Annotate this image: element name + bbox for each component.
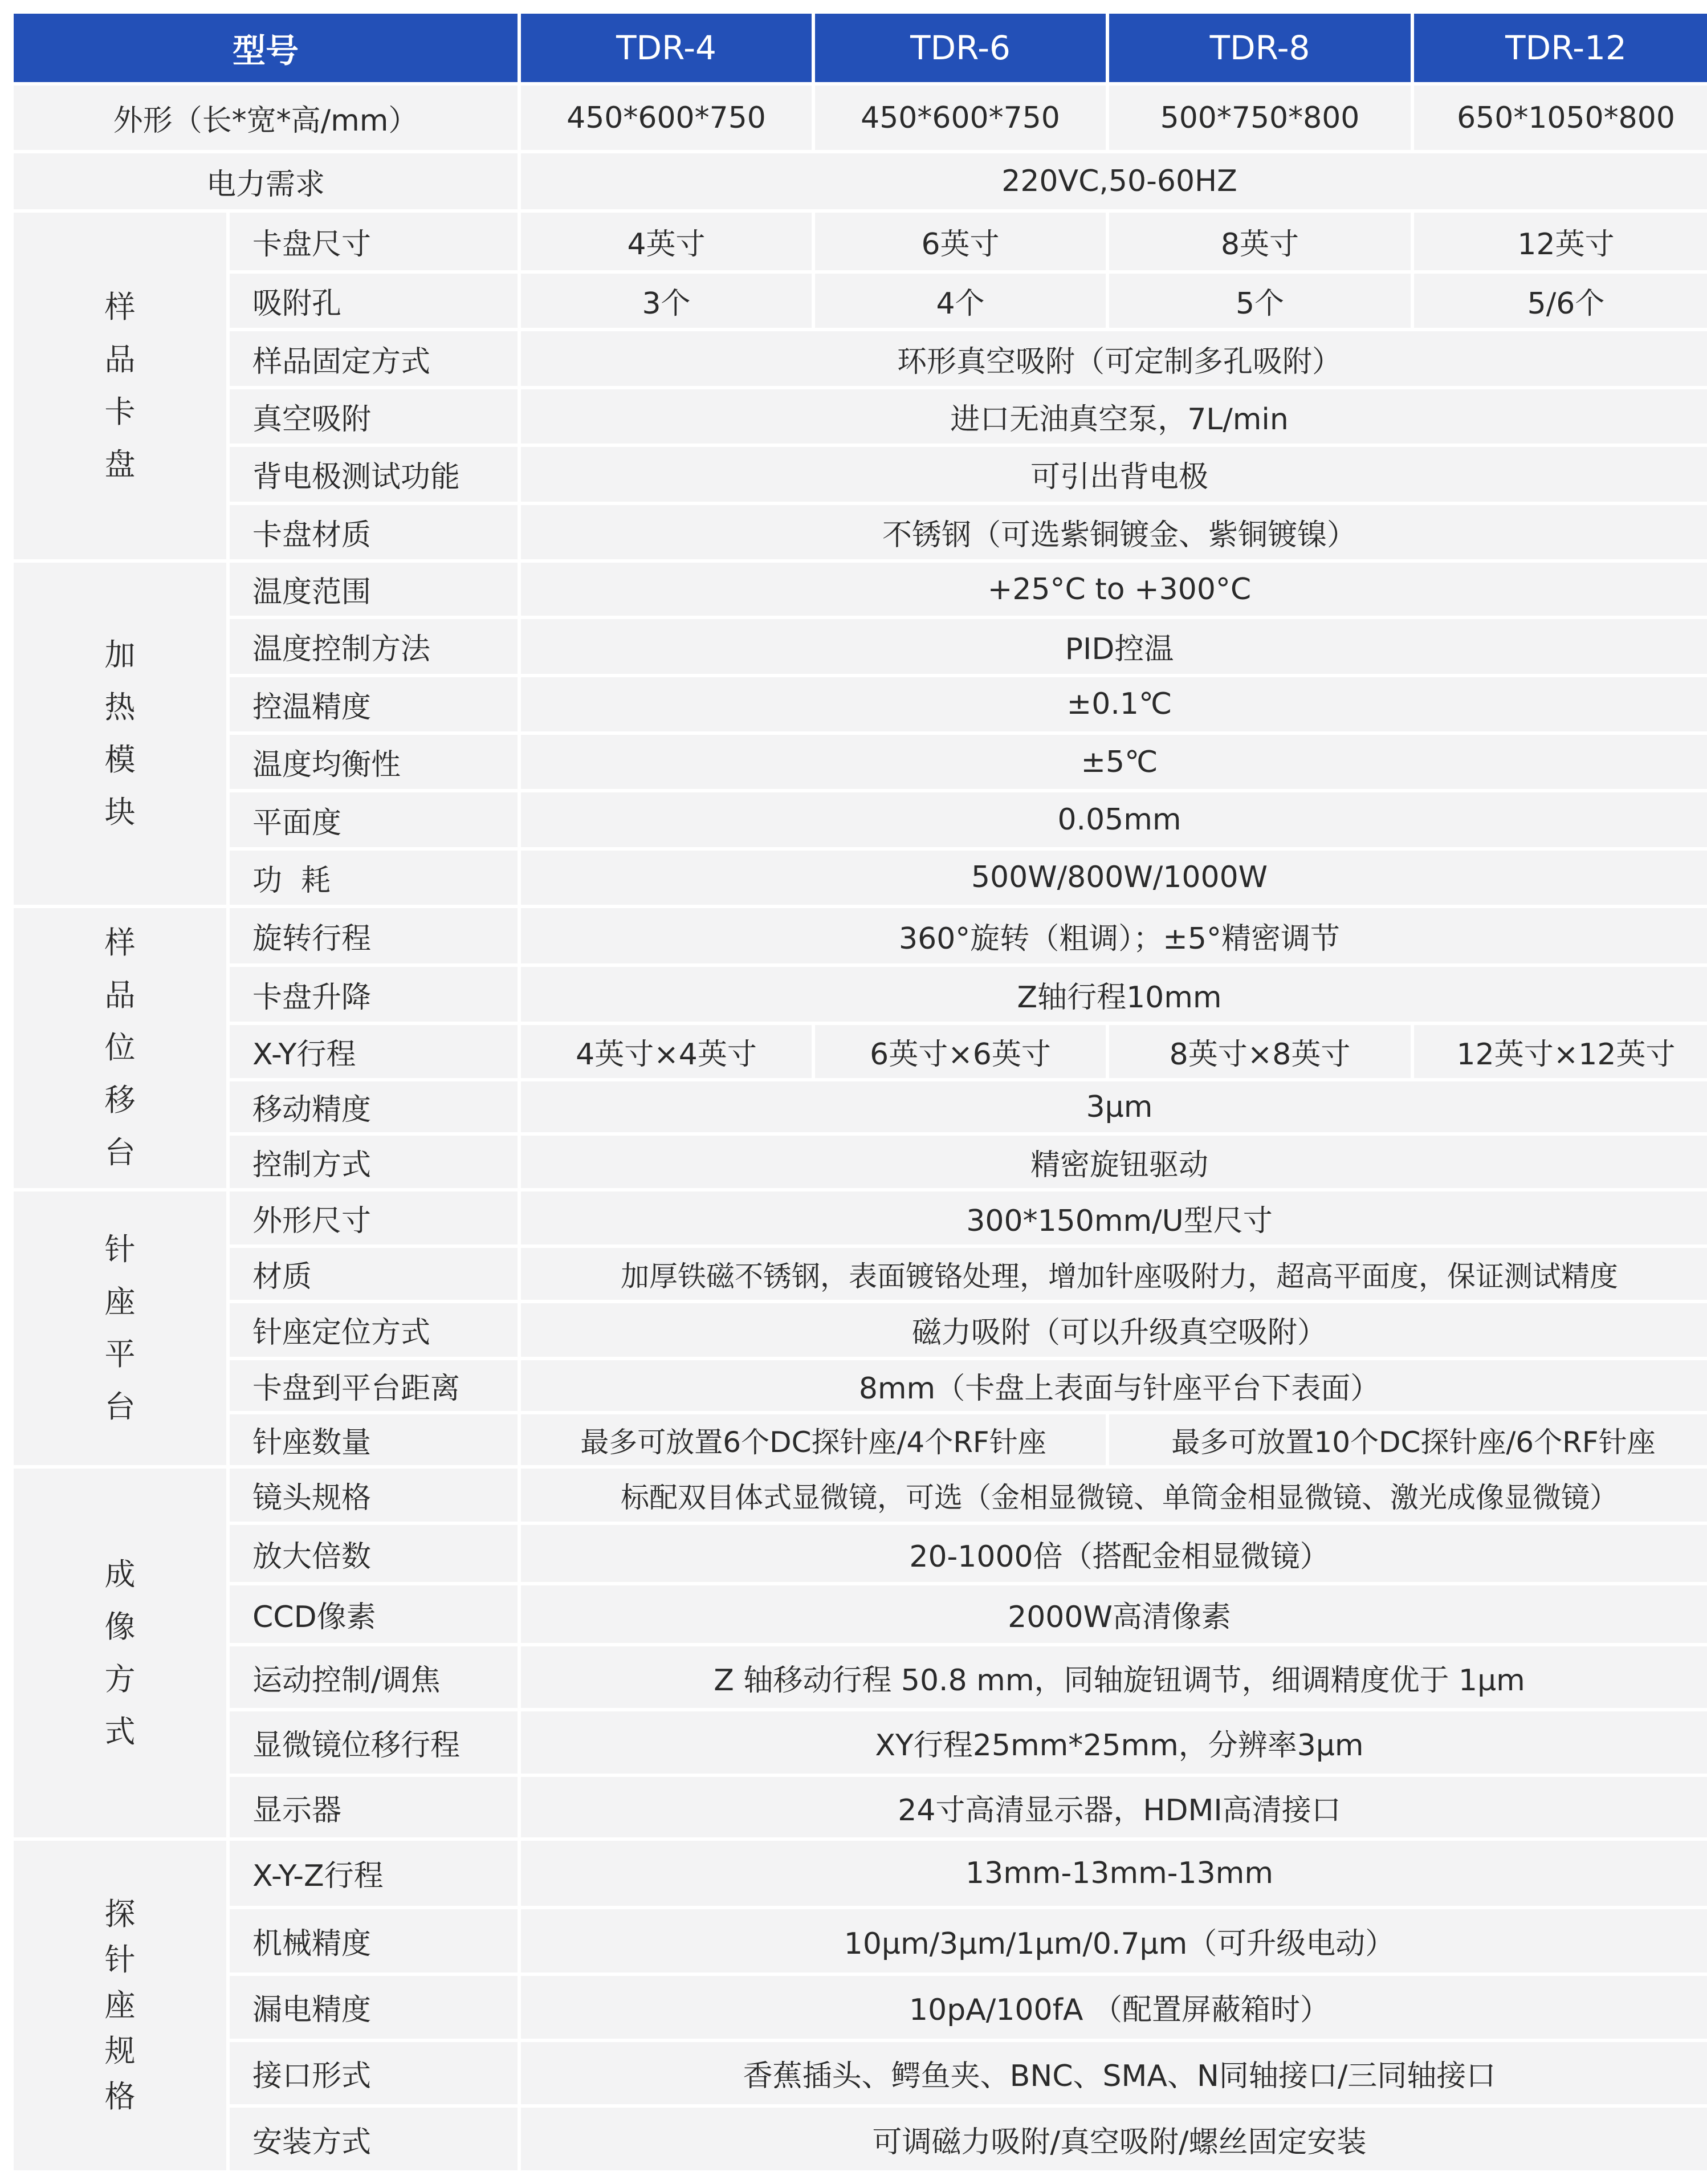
cell-value: 不锈钢（可选紫铜镀金、紫铜镀镍） <box>521 505 1707 559</box>
row-label: X-Y行程 <box>230 1025 518 1078</box>
row-xy-travel <box>14 1025 1707 1078</box>
row-platform-size <box>14 1191 1707 1244</box>
cell-value: 220VC,50-60HZ <box>521 153 1707 209</box>
row-label: 运动控制/调焦 <box>230 1646 518 1708</box>
row-xyz-travel <box>14 1841 1707 1906</box>
row-power-consumption <box>14 851 1707 905</box>
row-leakage-accuracy <box>14 1976 1707 2039</box>
model-tdr-4: TDR-4 <box>521 14 812 82</box>
row-probe-count <box>14 1414 1707 1465</box>
row-temp-accuracy <box>14 677 1707 731</box>
spec-table-container <box>10 10 1697 2174</box>
group-char: 平 <box>104 1336 136 1372</box>
row-mechanical-accuracy <box>14 1909 1707 1973</box>
row-label: 平面度 <box>230 792 518 847</box>
cell-value: 3μm <box>521 1081 1707 1132</box>
row-sample-fixing <box>14 331 1707 385</box>
row-label: 机械精度 <box>230 1909 518 1973</box>
row-back-electrode <box>14 447 1707 501</box>
row-microscope-travel <box>14 1711 1707 1774</box>
group-label-heating <box>14 563 226 905</box>
cell-value: XY行程25mm*25mm，分辨率3μm <box>521 1711 1707 1774</box>
cell-value: 5/6个 <box>1414 274 1707 328</box>
cell-value: 4个 <box>815 274 1106 328</box>
row-dimensions <box>14 86 1707 151</box>
row-label: 漏电精度 <box>230 1976 518 2039</box>
cell-value: 标配双目体式显微镜，可选（金相显微镜、单筒金相显微镜、激光成像显微镜） <box>521 1469 1707 1522</box>
row-label: 功 耗 <box>230 851 518 905</box>
row-chuck-material <box>14 505 1707 559</box>
row-installation <box>14 2108 1707 2170</box>
cell-value: 650*1050*800 <box>1414 86 1707 151</box>
group-char: 热 <box>104 689 136 725</box>
row-focus-control <box>14 1646 1707 1708</box>
cell-value: 300*150mm/U型尺寸 <box>521 1191 1707 1244</box>
row-chuck-distance <box>14 1360 1707 1411</box>
cell-value: 8mm（卡盘上表面与针座平台下表面） <box>521 1360 1707 1411</box>
cell-value: +25°C to +300°C <box>521 563 1707 616</box>
cell-value: 10μm/3μm/1μm/0.7μm（可升级电动） <box>521 1909 1707 1973</box>
row-label: 卡盘尺寸 <box>230 213 518 270</box>
cell-value: 进口无油真空泵，7L/min <box>521 389 1707 444</box>
cell-value: 450*600*750 <box>815 86 1106 151</box>
group-label-sample-stage <box>14 908 226 1188</box>
cell-value: 4英寸 <box>521 213 812 270</box>
row-temp-control <box>14 619 1707 673</box>
group-label-probe-platform <box>14 1191 226 1465</box>
cell-value: 6英寸×6英寸 <box>815 1025 1106 1078</box>
group-char: 针 <box>104 1941 136 1978</box>
group-char: 卡 <box>104 393 136 430</box>
row-label: 控温精度 <box>230 677 518 731</box>
row-magnification <box>14 1525 1707 1581</box>
row-platform-material <box>14 1248 1707 1300</box>
group-char: 盘 <box>104 446 136 482</box>
cell-value: 精密旋钮驱动 <box>521 1136 1707 1187</box>
row-label: 卡盘到平台距离 <box>230 1360 518 1411</box>
row-label: 吸附孔 <box>230 274 518 328</box>
row-suction-holes <box>14 274 1707 328</box>
cell-value: 24寸高清显示器，HDMI高清接口 <box>521 1777 1707 1837</box>
group-char: 规 <box>104 2032 136 2069</box>
group-char: 加 <box>104 636 136 673</box>
group-label-sample-chuck <box>14 213 226 559</box>
group-char: 模 <box>104 741 136 778</box>
row-label: 温度控制方法 <box>230 619 518 673</box>
group-char: 位 <box>104 1030 136 1066</box>
row-label: X-Y-Z行程 <box>230 1841 518 1906</box>
group-char: 成 <box>104 1556 136 1592</box>
row-label: 移动精度 <box>230 1081 518 1132</box>
row-label: CCD像素 <box>230 1585 518 1643</box>
row-label: 安装方式 <box>230 2108 518 2170</box>
model-tdr-8: TDR-8 <box>1109 14 1411 82</box>
row-label: 卡盘材质 <box>230 505 518 559</box>
cell-value: PID控温 <box>521 619 1707 673</box>
row-display <box>14 1777 1707 1837</box>
group-char: 样 <box>104 288 136 325</box>
row-label: 放大倍数 <box>230 1525 518 1581</box>
group-char: 座 <box>104 1987 136 2023</box>
group-char: 格 <box>104 2078 136 2114</box>
row-label: 针座数量 <box>230 1414 518 1465</box>
model-tdr-12: TDR-12 <box>1414 14 1707 82</box>
cell-value: 加厚铁磁不锈钢，表面镀铬处理，增加针座吸附力，超高平面度，保证测试精度 <box>521 1248 1707 1300</box>
group-char: 移 <box>104 1082 136 1119</box>
row-label: 外形尺寸 <box>230 1191 518 1244</box>
group-char: 针 <box>104 1231 136 1267</box>
cell-value: 8英寸 <box>1109 213 1411 270</box>
group-char: 像 <box>104 1608 136 1645</box>
row-ccd <box>14 1585 1707 1643</box>
row-probe-positioning <box>14 1303 1707 1356</box>
cell-value: 13mm-13mm-13mm <box>521 1841 1707 1906</box>
cell-value: 500W/800W/1000W <box>521 851 1707 905</box>
row-label: 显示器 <box>230 1777 518 1837</box>
cell-value: 香蕉插头、鳄鱼夹、BNC、SMA、N同轴接口/三同轴接口 <box>521 2042 1707 2105</box>
group-char: 台 <box>104 1388 136 1425</box>
cell-value: 最多可放置10个DC探针座/6个RF针座 <box>1109 1414 1707 1465</box>
group-char: 式 <box>104 1713 136 1750</box>
cell-value: Z 轴移动行程 50.8 mm，同轴旋钮调节，细调精度优于 1μm <box>521 1646 1707 1708</box>
row-label: 材质 <box>230 1248 518 1300</box>
row-power <box>14 153 1707 209</box>
cell-value: 12英寸 <box>1414 213 1707 270</box>
row-label: 外形（长*宽*高/mm） <box>14 86 518 151</box>
cell-value: 可引出背电极 <box>521 447 1707 501</box>
cell-value: 环形真空吸附（可定制多孔吸附） <box>521 331 1707 385</box>
cell-value: 8英寸×8英寸 <box>1109 1025 1411 1078</box>
group-label-probe-spec <box>14 1841 226 2170</box>
header-row <box>14 14 1707 82</box>
cell-value: 磁力吸附（可以升级真空吸附） <box>521 1303 1707 1356</box>
row-move-accuracy <box>14 1081 1707 1132</box>
group-label-imaging <box>14 1469 226 1837</box>
model-header: 型号 <box>14 14 518 82</box>
row-chuck-lift <box>14 967 1707 1021</box>
cell-value: 0.05mm <box>521 792 1707 847</box>
cell-value: 3个 <box>521 274 812 328</box>
row-label: 背电极测试功能 <box>230 447 518 501</box>
group-char: 探 <box>104 1896 136 1932</box>
group-char: 台 <box>104 1134 136 1171</box>
group-char: 座 <box>104 1283 136 1320</box>
group-char: 品 <box>104 977 136 1014</box>
row-chuck-size <box>14 213 1707 270</box>
row-label: 控制方式 <box>230 1136 518 1187</box>
row-label: 镜头规格 <box>230 1469 518 1522</box>
cell-value: 500*750*800 <box>1109 86 1411 151</box>
cell-value: 6英寸 <box>815 213 1106 270</box>
cell-value: 可调磁力吸附/真空吸附/螺丝固定安装 <box>521 2108 1707 2170</box>
cell-value: 360°旋转（粗调）；±5°精密调节 <box>521 908 1707 963</box>
row-flatness <box>14 792 1707 847</box>
cell-value: 5个 <box>1109 274 1411 328</box>
row-temp-range <box>14 563 1707 616</box>
row-label: 卡盘升降 <box>230 967 518 1021</box>
row-label: 温度范围 <box>230 563 518 616</box>
row-label: 电力需求 <box>14 153 518 209</box>
model-tdr-6: TDR-6 <box>815 14 1106 82</box>
row-rotation <box>14 908 1707 963</box>
row-label: 真空吸附 <box>230 389 518 444</box>
cell-value: Z轴行程10mm <box>521 967 1707 1021</box>
row-temp-uniformity <box>14 735 1707 789</box>
row-label: 接口形式 <box>230 2042 518 2105</box>
cell-value: 450*600*750 <box>521 86 812 151</box>
cell-value: 2000W高清像素 <box>521 1585 1707 1643</box>
row-lens-spec <box>14 1469 1707 1522</box>
cell-value: 10pA/100fA （配置屏蔽箱时） <box>521 1976 1707 2039</box>
cell-value: ±0.1℃ <box>521 677 1707 731</box>
group-char: 方 <box>104 1661 136 1697</box>
row-control-method <box>14 1136 1707 1187</box>
row-label: 温度均衡性 <box>230 735 518 789</box>
row-label: 针座定位方式 <box>230 1303 518 1356</box>
cell-value: ±5℃ <box>521 735 1707 789</box>
row-interface <box>14 2042 1707 2105</box>
group-char: 品 <box>104 341 136 377</box>
cell-value: 4英寸×4英寸 <box>521 1025 812 1078</box>
row-label: 旋转行程 <box>230 908 518 963</box>
row-vacuum <box>14 389 1707 444</box>
spec-table <box>10 10 1707 2174</box>
cell-value: 12英寸×12英寸 <box>1414 1025 1707 1078</box>
group-char: 样 <box>104 925 136 961</box>
cell-value: 最多可放置6个DC探针座/4个RF针座 <box>521 1414 1106 1465</box>
row-label: 样品固定方式 <box>230 331 518 385</box>
row-label: 显微镜位移行程 <box>230 1711 518 1774</box>
group-char: 块 <box>104 794 136 830</box>
cell-value: 20-1000倍（搭配金相显微镜） <box>521 1525 1707 1581</box>
